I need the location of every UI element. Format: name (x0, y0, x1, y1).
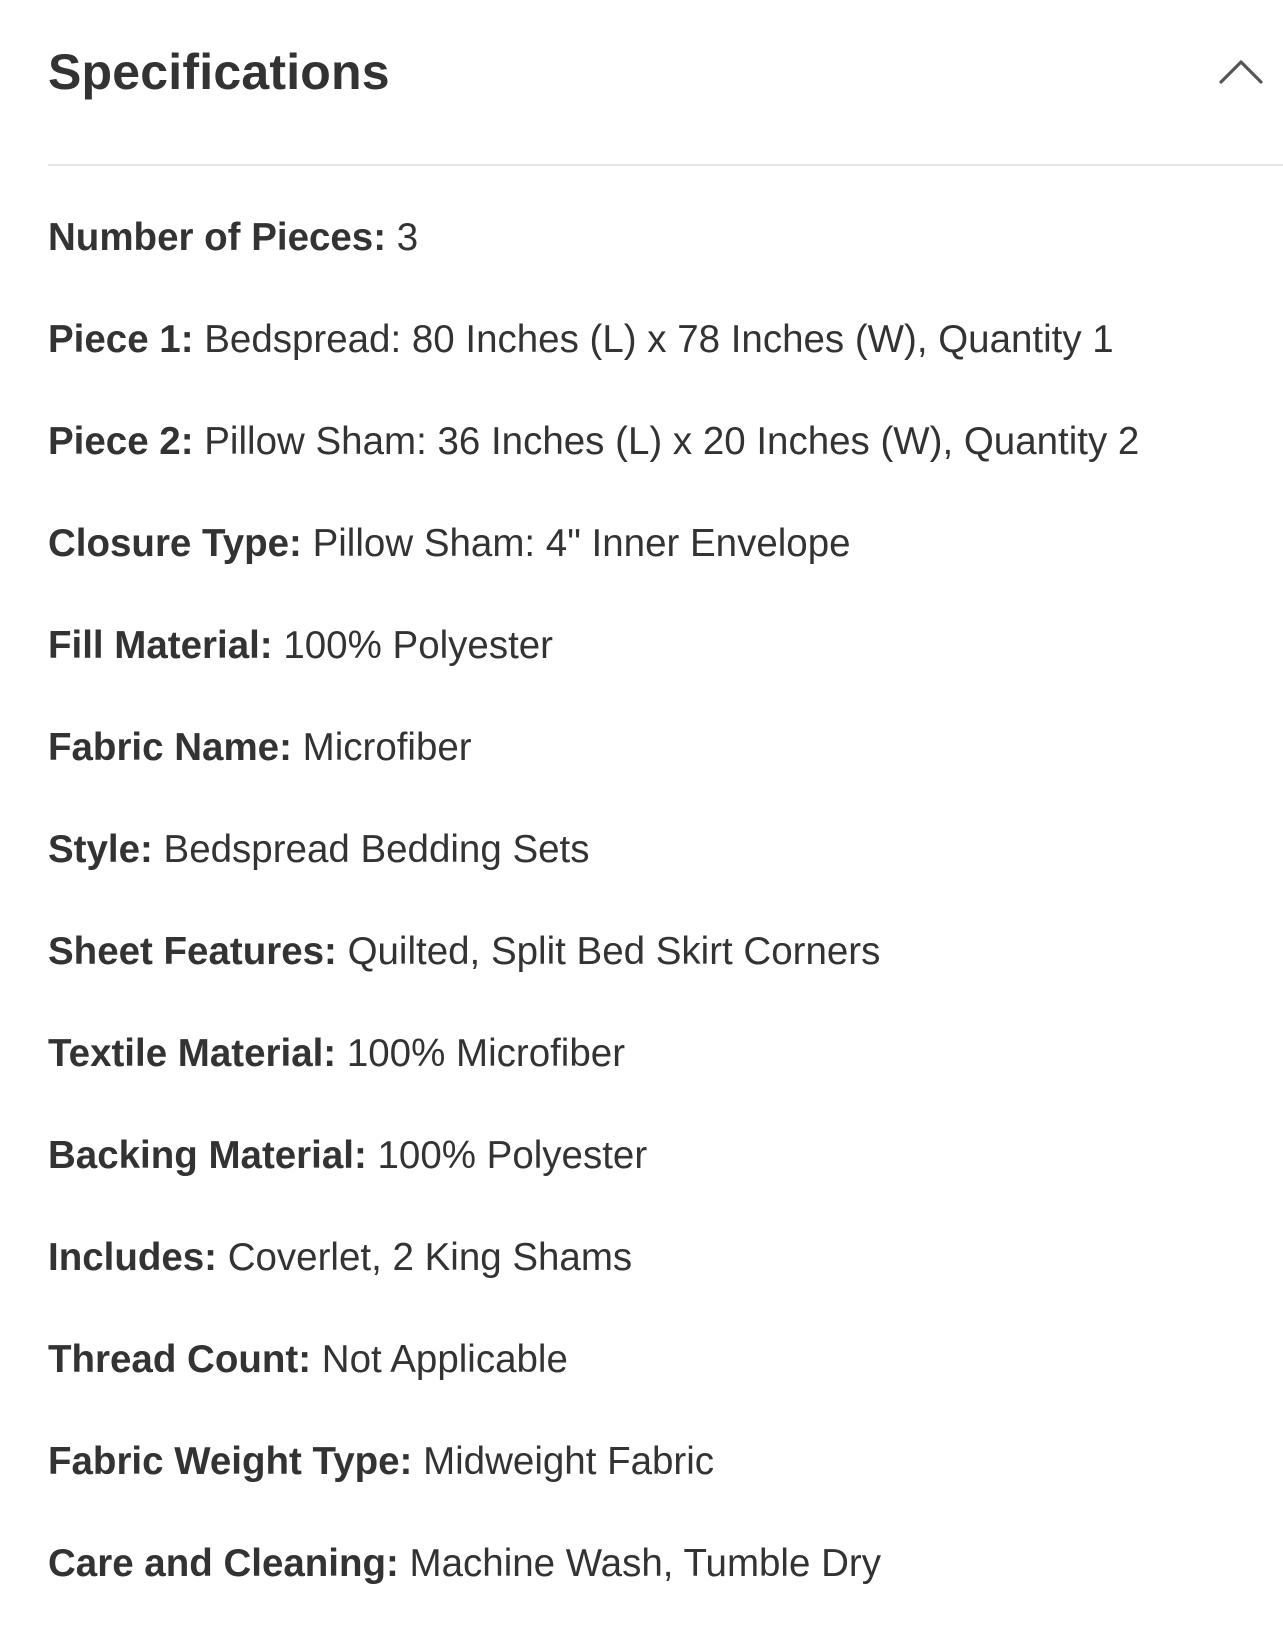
spec-value: Machine Wash, Tumble Dry (409, 1542, 881, 1585)
spec-row-includes (48, 1233, 1268, 1335)
spec-row-textile-material (48, 1029, 1268, 1131)
spec-value: 100% Polyester (377, 1134, 648, 1177)
spec-label: Piece 1: (48, 318, 194, 361)
spec-label: Fabric Weight Type: (48, 1440, 413, 1483)
spec-value: Quilted, Split Bed Skirt Corners (347, 930, 881, 973)
spec-value: Midweight Fabric (423, 1440, 715, 1483)
spec-row-piece-1 (48, 315, 1268, 417)
spec-row-backing-material (48, 1131, 1268, 1233)
spec-list (48, 213, 1268, 1641)
spec-value: Microfiber (302, 726, 472, 769)
spec-row-piece-2 (48, 417, 1268, 519)
spec-value: Pillow Sham: 4" Inner Envelope (312, 522, 851, 565)
chevron-up-icon (1213, 46, 1269, 102)
specifications-header[interactable] (48, 0, 1283, 165)
spec-value: Bedspread: 80 Inches (L) x 78 Inches (W), Quantity 1 (204, 318, 1114, 361)
spec-row-care-and-cleaning (48, 1539, 1268, 1641)
spec-value: Bedspread Bedding Sets (163, 828, 590, 871)
spec-row-sheet-features (48, 927, 1268, 1029)
spec-label: Includes: (48, 1236, 218, 1279)
spec-row-thread-count (48, 1335, 1268, 1437)
spec-label: Piece 2: (48, 420, 194, 463)
spec-row-style (48, 825, 1268, 927)
spec-label: Sheet Features: (48, 930, 337, 973)
spec-row-fill-material (48, 621, 1268, 723)
spec-label: Backing Material: (48, 1134, 367, 1177)
spec-label: Number of Pieces: (48, 216, 387, 259)
spec-row-number-of-pieces (48, 213, 1268, 315)
spec-label: Fabric Name: (48, 726, 292, 769)
spec-value: 100% Polyester (283, 624, 553, 667)
spec-row-closure-type (48, 519, 1268, 621)
spec-value: Pillow Sham: 36 Inches (L) x 20 Inches (W), Quantity 2 (204, 420, 1140, 463)
spec-label: Textile Material: (48, 1032, 337, 1075)
spec-label: Thread Count: (48, 1338, 312, 1381)
spec-label: Care and Cleaning: (48, 1542, 399, 1585)
spec-value: Coverlet, 2 King Shams (227, 1236, 633, 1279)
spec-label: Closure Type: (48, 522, 302, 565)
spec-row-fabric-weight-type (48, 1437, 1268, 1539)
spec-value: 3 (396, 216, 419, 259)
section-title: Specifications (48, 44, 390, 100)
spec-row-fabric-name (48, 723, 1268, 825)
spec-value: 100% Microfiber (346, 1032, 626, 1075)
spec-label: Style: (48, 828, 153, 871)
collapse-toggle-button[interactable] (1213, 46, 1269, 102)
spec-value: Not Applicable (321, 1338, 568, 1381)
spec-label: Fill Material: (48, 624, 273, 667)
header-divider (48, 164, 1283, 166)
